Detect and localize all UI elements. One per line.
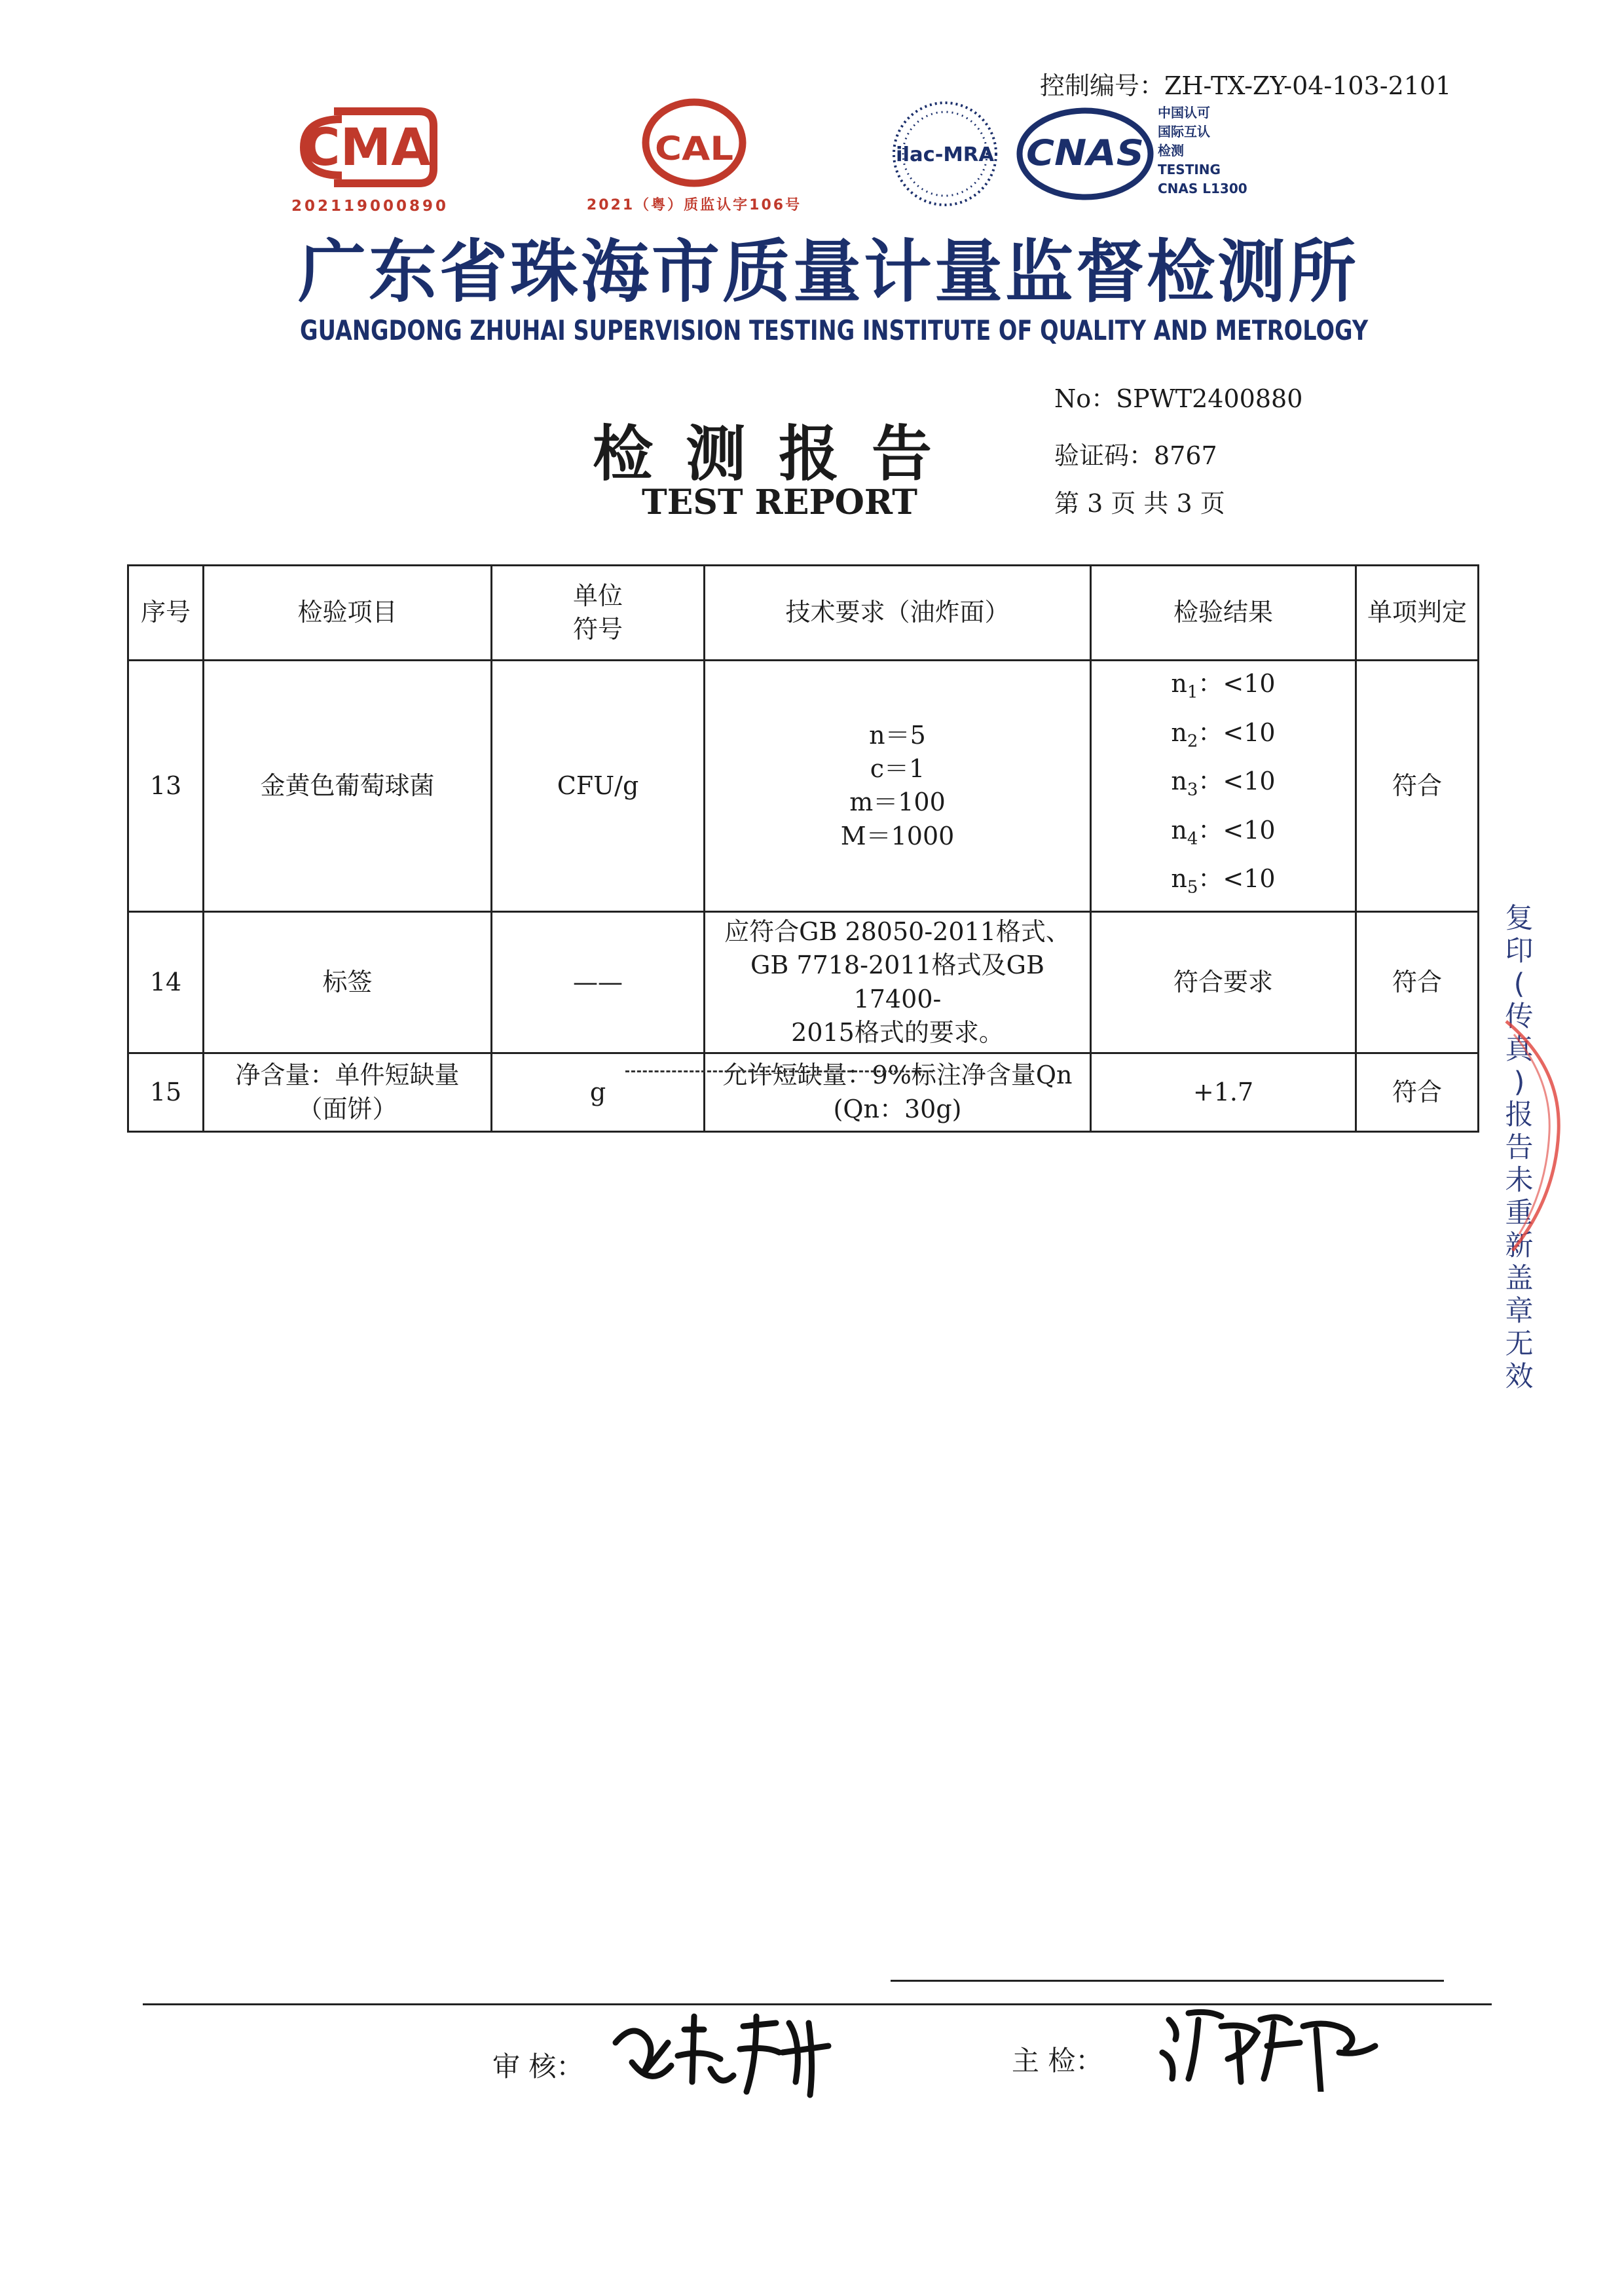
- stamp-char: 盖: [1505, 1262, 1534, 1295]
- row-requirement: [705, 1053, 1091, 1132]
- row-item: 金黄色葡萄球菌: [204, 661, 492, 912]
- requirement-line: 2015格式的要求。: [791, 1017, 1004, 1047]
- row-unit: ——: [492, 911, 705, 1053]
- requirement-line: n＝5: [869, 720, 926, 750]
- cma-number: 202119000890: [291, 198, 449, 215]
- stamp-char: ): [1513, 1066, 1525, 1099]
- row-judgement: 符合: [1356, 1053, 1479, 1132]
- result-line: $n_1$：<10: [1171, 669, 1276, 702]
- cnas-accreditation-text: [1158, 103, 1247, 198]
- header-unit-line: 单位: [572, 581, 623, 610]
- cal-logo-text: CAL: [655, 130, 733, 168]
- result-line: $n_5$：<10: [1171, 864, 1276, 898]
- requirement-line: (Qn：30g): [833, 1094, 962, 1123]
- requirement-line: M＝1000: [840, 821, 955, 850]
- item-line: （面饼）: [297, 1094, 397, 1123]
- row-unit: CFU/g: [492, 661, 705, 912]
- result-line: $n_4$：<10: [1171, 815, 1276, 849]
- stamp-char: 未: [1505, 1164, 1534, 1197]
- table-header-row: [128, 566, 1479, 661]
- row-seq: 15: [128, 1053, 204, 1132]
- cma-logo-text: CMA: [303, 118, 431, 177]
- ilac-mra-logo-icon: [889, 98, 1001, 210]
- header-result: 检验结果: [1091, 566, 1356, 661]
- table-row: [128, 911, 1479, 1053]
- result-line: $n_3$：<10: [1171, 767, 1276, 800]
- cma-logo: [291, 105, 455, 215]
- stamp-char: 报: [1505, 1099, 1534, 1131]
- header-requirement: 技术要求（油炸面）: [705, 566, 1091, 661]
- verification-code: 验证码：8767: [1054, 441, 1217, 470]
- institute-name-cn: 广东省珠海市质量计量监督检测所: [298, 232, 1359, 312]
- row-requirement: [705, 911, 1091, 1053]
- report-title-en: TEST REPORT: [642, 483, 917, 522]
- row-result: +1.7: [1091, 1053, 1356, 1132]
- stamp-char: 告: [1505, 1131, 1534, 1164]
- row-unit: g: [492, 1053, 705, 1132]
- cnas-logo-text: CNAS: [1026, 132, 1144, 173]
- row-judgement: 符合: [1356, 911, 1479, 1053]
- end-of-report-divider: [625, 1070, 933, 1072]
- red-seal-edge-icon: [1500, 1008, 1565, 1257]
- cal-logo: [570, 97, 819, 214]
- inspector-label: 主 检：: [1012, 2045, 1103, 2077]
- requirement-line: 应符合GB 28050-2011格式、: [724, 917, 1071, 946]
- stamp-char: 传: [1505, 1000, 1534, 1033]
- bottom-rule-upper: [891, 1980, 1444, 1982]
- result-line: $n_2$：<10: [1171, 718, 1276, 752]
- header-unit: [492, 566, 705, 661]
- requirement-line: m＝100: [849, 788, 946, 817]
- institute-name-en: GUANGDONG ZHUHAI SUPERVISION TESTING INSTITUTE OF QUALITY AND METROLOGY: [300, 314, 1369, 346]
- cnas-text-line: CNAS L1300: [1158, 181, 1247, 196]
- ilac-logo-text: ilac-MRA: [896, 143, 995, 166]
- report-number: No：SPWT2400880: [1054, 384, 1303, 413]
- stamp-char: (: [1513, 968, 1525, 1000]
- results-table: [127, 564, 1477, 1133]
- stamp-char: 重: [1505, 1197, 1534, 1230]
- requirement-line: c＝1: [870, 754, 925, 784]
- row-result: 符合要求: [1091, 911, 1356, 1053]
- reviewer-label: 审 核：: [492, 2050, 584, 2083]
- cnas-text-line: TESTING: [1158, 162, 1221, 177]
- cnas-text-line: 中国认可: [1158, 105, 1210, 120]
- row-judgement: 符合: [1356, 661, 1479, 912]
- cnas-text-line: 检测: [1158, 143, 1184, 158]
- row-item: 标签: [204, 911, 492, 1053]
- page-info: 第 3 页 共 3 页: [1054, 489, 1225, 518]
- report-title-cn: 检测报告: [593, 418, 965, 489]
- header-unit-line: 符号: [572, 615, 623, 644]
- stamp-char: 复: [1505, 902, 1534, 935]
- cal-mark-icon: [638, 97, 750, 189]
- stamp-char: 新: [1505, 1230, 1534, 1262]
- inspector-signature-icon: [1149, 1994, 1385, 2092]
- table-row: [128, 661, 1479, 912]
- row-requirement: [705, 661, 1091, 912]
- table-row: [128, 1053, 1479, 1132]
- row-item: [204, 1053, 492, 1132]
- stamp-char: 无: [1505, 1328, 1534, 1360]
- control-number: 控制编号：ZH-TX-ZY-04-103-2101: [1040, 71, 1452, 100]
- requirement-line: GB 7718-2011格式及GB 17400-: [750, 951, 1044, 1013]
- row-seq: 14: [128, 911, 204, 1053]
- reviewer-signature-icon: [606, 2003, 841, 2102]
- requirement-line: 允许短缺量：9%标注净含量Qn: [722, 1061, 1073, 1090]
- row-result: [1091, 661, 1356, 912]
- header-seq: 序号: [128, 566, 204, 661]
- cma-mark-icon: [295, 105, 439, 190]
- header-item: 检验项目: [204, 566, 492, 661]
- row-seq: 13: [128, 661, 204, 912]
- header-judgement: 单项判定: [1356, 566, 1479, 661]
- stamp-char: 效: [1505, 1360, 1534, 1393]
- stamp-char: 真: [1505, 1033, 1534, 1066]
- cal-number: 2021（粤）质监认字106号: [586, 197, 802, 213]
- stamp-char: 印: [1505, 935, 1534, 968]
- item-line: 净含量：单件短缺量: [235, 1061, 460, 1090]
- stamp-char: 章: [1505, 1295, 1534, 1328]
- cnas-logo-icon: [1015, 105, 1156, 203]
- cnas-text-line: 国际互认: [1158, 124, 1210, 139]
